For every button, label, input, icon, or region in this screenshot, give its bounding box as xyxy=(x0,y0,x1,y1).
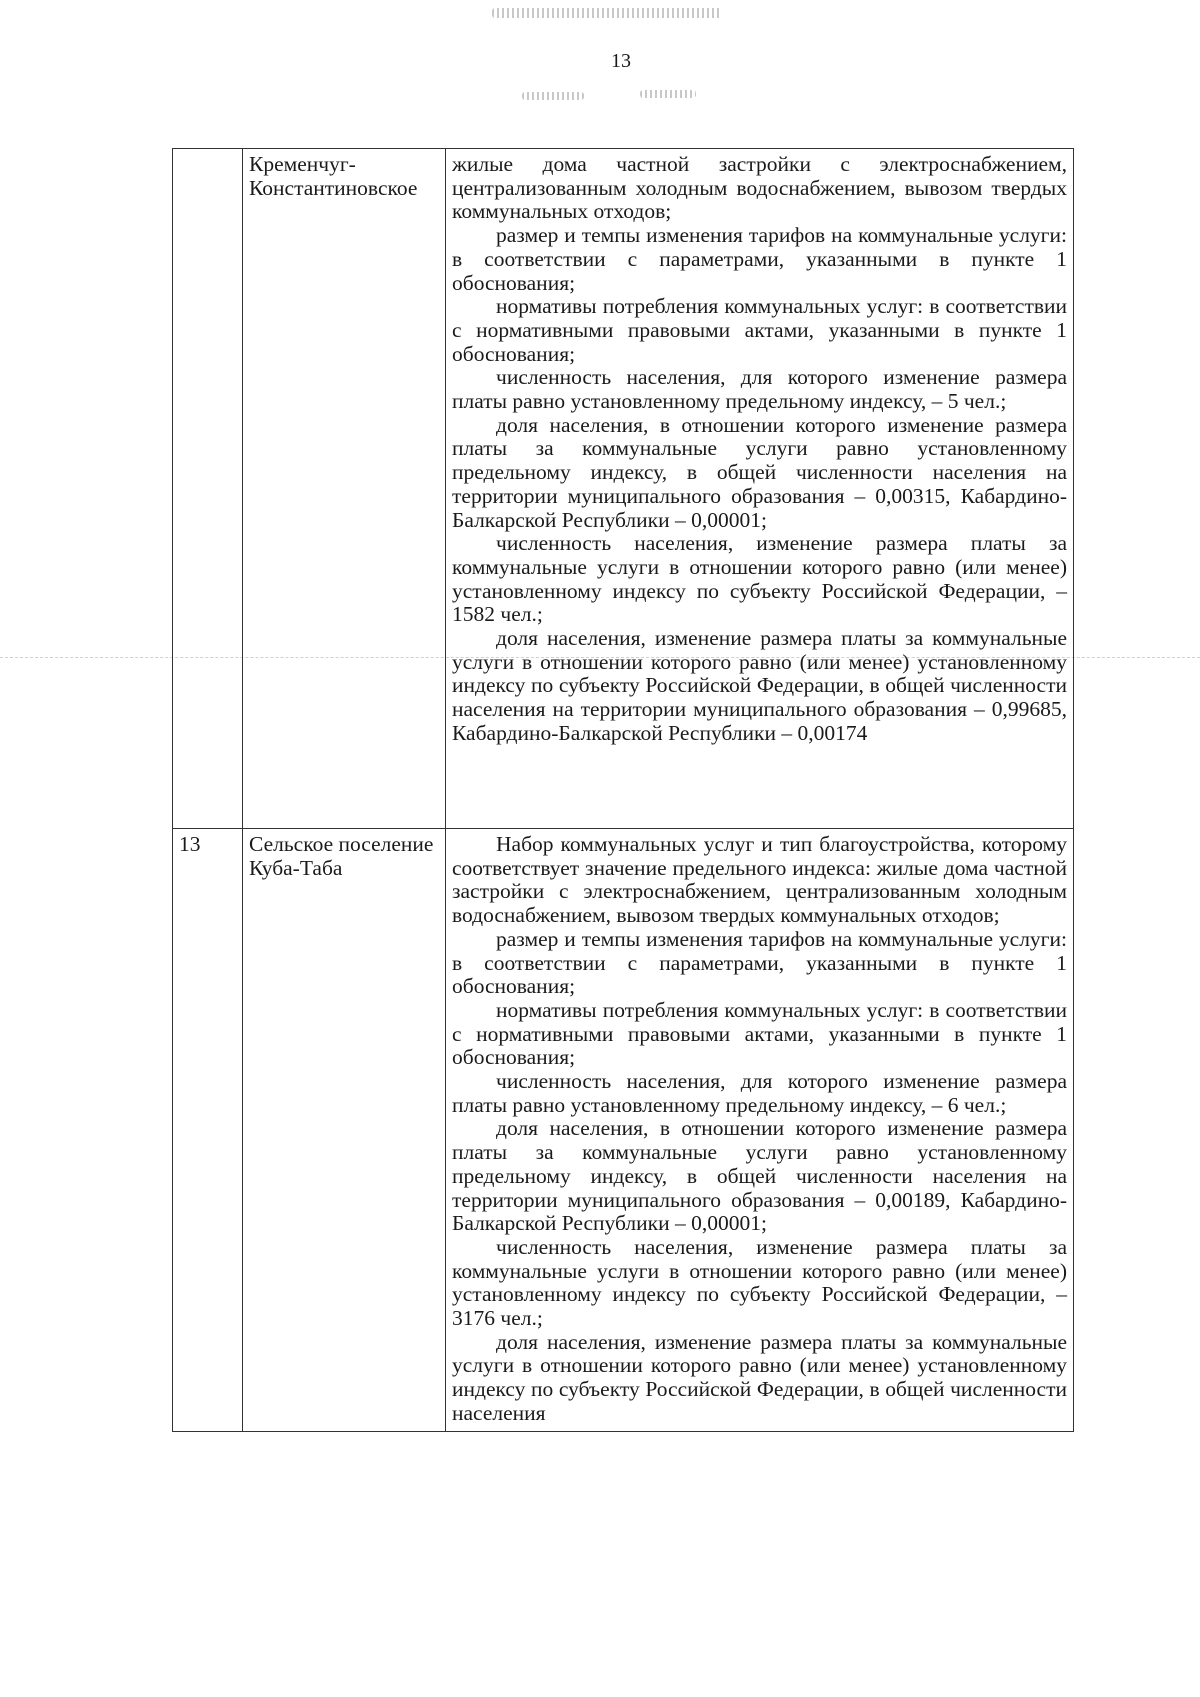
settlement-name-cell: Сельское поселение Куба-Таба xyxy=(243,829,446,1432)
scan-noise-right xyxy=(640,90,696,98)
description-paragraph: размер и темпы изменения тарифов на коммунальные услуги: в соответствии с параметрами, указанными в пункте 1 обоснования; xyxy=(452,223,1067,295)
document-table xyxy=(172,148,1074,1432)
scan-noise-top xyxy=(492,8,722,18)
description-paragraph: доля населения, изменение размера платы за коммунальные услуги в отношении которого равно (или менее) установленному индексу по субъекту Российской Федерации, в общей численности населения xyxy=(452,1329,1067,1425)
description-paragraph: доля населения, изменение размера платы за коммунальные услуги в отношении которого равно (или менее) установленному индексу по субъекту Российской Федерации, в общей численности населения на территории муниципального образования – 0,99685, Кабардино-Балкарской Республики – 0,00174 xyxy=(452,626,1067,745)
description-cell xyxy=(446,829,1074,1432)
table-row xyxy=(173,829,1074,1432)
description-paragraph: численность населения, для которого изменение размера платы равно установленному предельному индексу, – 6 чел.; xyxy=(452,1069,1067,1117)
description-paragraph: размер и темпы изменения тарифов на коммунальные услуги: в соответствии с параметрами, указанными в пункте 1 обоснования; xyxy=(452,926,1067,999)
description-paragraph: жилые дома частной застройки с электроснабжением, централизованным холодным водоснабжением, вывозом твердых коммунальных отходов; xyxy=(452,152,1067,224)
row-number-cell xyxy=(173,149,243,829)
description-paragraph: нормативы потребления коммунальных услуг: в соответствии с нормативными правовыми актами, указанными в пункте 1 обоснования; xyxy=(452,997,1067,1070)
description-paragraph: численность населения, для которого изменение размера платы равно установленному предельному индексу, – 5 чел.; xyxy=(452,365,1067,414)
description-paragraph: доля населения, в отношении которого изменение размера платы за коммунальные услуги равно установленному предельному индексу, в общей численности населения на территории муниципального образования – 0,00189, Кабардино-Балкарской Республики – 0,00001; xyxy=(452,1116,1067,1236)
row-number-cell: 13 xyxy=(173,829,243,1432)
settlement-name-cell: Кременчуг-Константиновское xyxy=(243,149,446,829)
description-paragraph: Набор коммунальных услуг и тип благоустройства, которому соответствует значение предельного индекса: жилые дома частной застройки с электроснабжением, централизованным холодным водоснабжением, вывозом твердых коммунальных отходов; xyxy=(452,832,1067,928)
description-paragraph: численность населения, изменение размера платы за коммунальные услуги в отношении которого равно (или менее) установленному индексу по субъекту Российской Федерации, – 1582 чел.; xyxy=(452,531,1067,627)
table-row xyxy=(173,149,1074,829)
description-paragraph: доля населения, в отношении которого изменение размера платы за коммунальные услуги равно установленному предельному индексу, в общей численности населения на территории муниципального образования – 0,00315, Кабардино-Балкарской Республики – 0,00001; xyxy=(452,412,1067,532)
scan-noise-left xyxy=(522,92,584,100)
description-cell xyxy=(446,149,1074,829)
description-paragraph: нормативы потребления коммунальных услуг: в соответствии с нормативными правовыми актами, указанными в пункте 1 обоснования; xyxy=(452,294,1067,366)
description-paragraph: численность населения, изменение размера платы за коммунальные услуги в отношении которого равно (или менее) установленному индексу по субъекту Российской Федерации, – 3176 чел.; xyxy=(452,1234,1067,1331)
page-number: 13 xyxy=(611,50,631,72)
